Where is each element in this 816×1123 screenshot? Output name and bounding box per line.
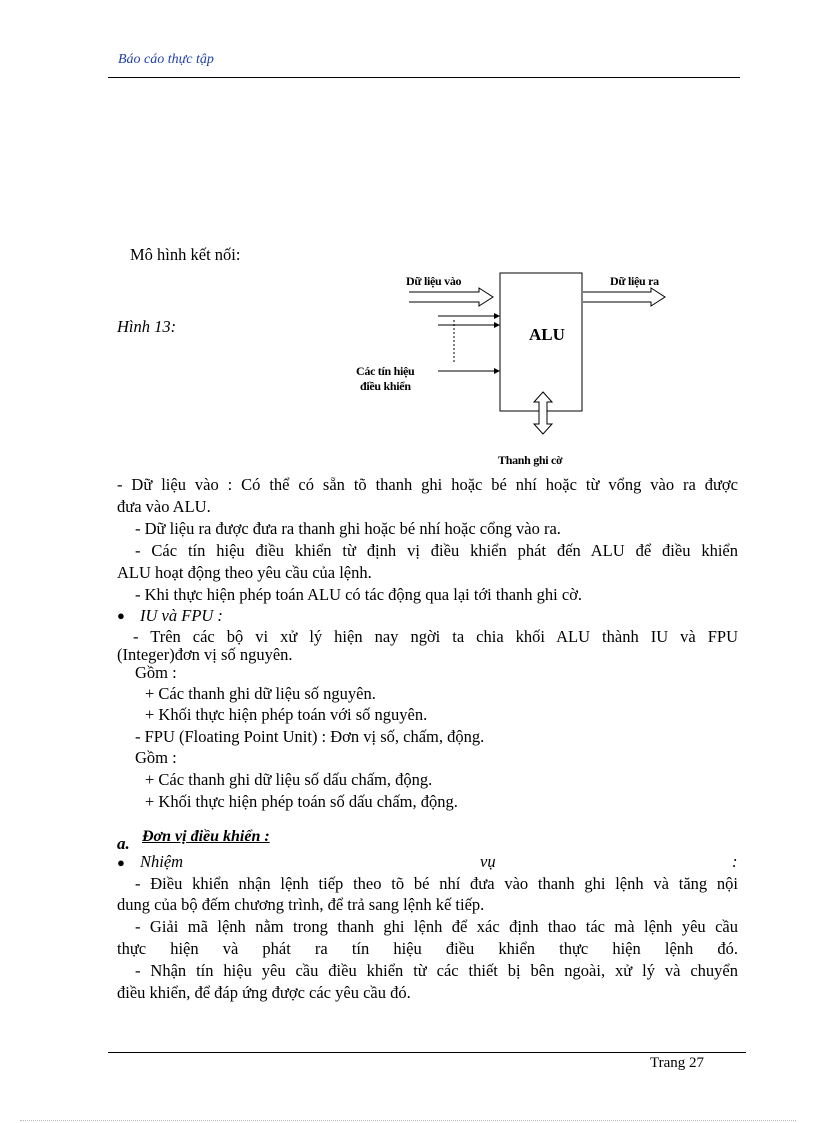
task-word: :: [732, 852, 738, 871]
text-line: + Khối thực hiện phép toán với số nguyên.: [145, 705, 428, 724]
header-title: Báo cáo thực tập: [118, 52, 214, 67]
text-line: - Điều khiển nhận lệnh tiếp theo tõ bé nhí đưa vào thanh ghi lệnh và tăng nội: [135, 874, 738, 893]
output-arrow: [583, 288, 665, 306]
alu-label: ALU: [529, 325, 565, 344]
text-line: dung của bộ đếm chương trình, để trả sang lệnh kế tiếp.: [117, 895, 485, 914]
text-line: - Nhận tín hiệu yêu cầu điều khiển từ các thiết bị bên ngoài, xử lý và chuyển: [135, 961, 738, 980]
section-title: Đơn vị điều khiển :: [142, 828, 270, 845]
alu-diagram: [0, 0, 816, 470]
input-arrowhead-1: [494, 313, 500, 319]
iu-fpu-heading: IU và FPU :: [140, 606, 223, 625]
text-line: thực hiện và phát ra tín hiệu điều khiển thực hiện lệnh đó.: [117, 939, 738, 958]
model-label: Mô hình kết nối:: [130, 245, 241, 264]
task-word: Nhiệm: [140, 852, 184, 871]
control-signals-label-2: điều khiển: [360, 379, 411, 393]
text-line: - Giải mã lệnh nằm trong thanh ghi lệnh để xác định thao tác mà lệnh yêu cầu: [135, 917, 738, 936]
text-line: - FPU (Floating Point Unit) : Đơn vị số, chấm, động.: [135, 727, 485, 746]
section-marker: a.: [117, 834, 130, 853]
page-edge: [20, 1120, 796, 1121]
text-line: + Các thanh ghi dữ liệu số dấu chấm, động.: [145, 770, 433, 789]
input-arrowhead-2: [494, 322, 500, 328]
bullet-icon: ●: [117, 855, 125, 870]
input-arrow: [409, 288, 493, 306]
control-signals-label: Các tín hiệu: [356, 364, 415, 378]
figure-label: Hình 13:: [117, 317, 177, 336]
text-line: - Dữ liệu vào : Có thể có sẵn tõ thanh ghi hoặc bé nhí hoặc từ vổng vào ra được: [117, 475, 738, 494]
page-number: Trang 27: [650, 1055, 705, 1071]
text-line: - Khi thực hiện phép toán ALU có tác động qua lại tới thanh ghi cờ.: [135, 585, 583, 604]
text-line: - Dữ liệu ra được đưa ra thanh ghi hoặc bé nhí hoặc cổng vào ra.: [135, 519, 561, 538]
text-line: - Các tín hiệu điều khiển từ định vị điều khiển phát đến ALU để điều khiển: [135, 541, 738, 560]
control-arrowhead: [494, 368, 500, 374]
output-data-label: Dữ liệu ra: [610, 274, 659, 288]
text-line: ALU hoạt động theo yêu cầu của lệnh.: [117, 563, 372, 582]
text-line: đưa vào ALU.: [117, 497, 211, 516]
text-line: + Các thanh ghi dữ liệu số nguyên.: [145, 684, 376, 703]
text-line: + Khối thực hiện phép toán số dấu chấm, động.: [145, 792, 458, 811]
bullet-icon: ●: [117, 608, 125, 623]
text-line: - Trên các bộ vi xử lý hiện nay ngời ta chia khối ALU thành IU và FPU: [133, 627, 738, 646]
text-line: Gồm :: [135, 748, 177, 767]
text-line: điều khiển, để đáp ứng được các yêu cầu đó.: [117, 983, 411, 1002]
flag-register-label: Thanh ghi cờ: [498, 453, 563, 467]
text-line: (Integer)đơn vị số nguyên.: [117, 645, 293, 664]
input-data-label: Dữ liệu vào: [406, 274, 462, 288]
flag-double-arrow: [534, 392, 552, 434]
text-line: Gồm :: [135, 663, 177, 682]
footer-rule: [108, 1052, 746, 1053]
task-word: vụ: [480, 852, 496, 871]
